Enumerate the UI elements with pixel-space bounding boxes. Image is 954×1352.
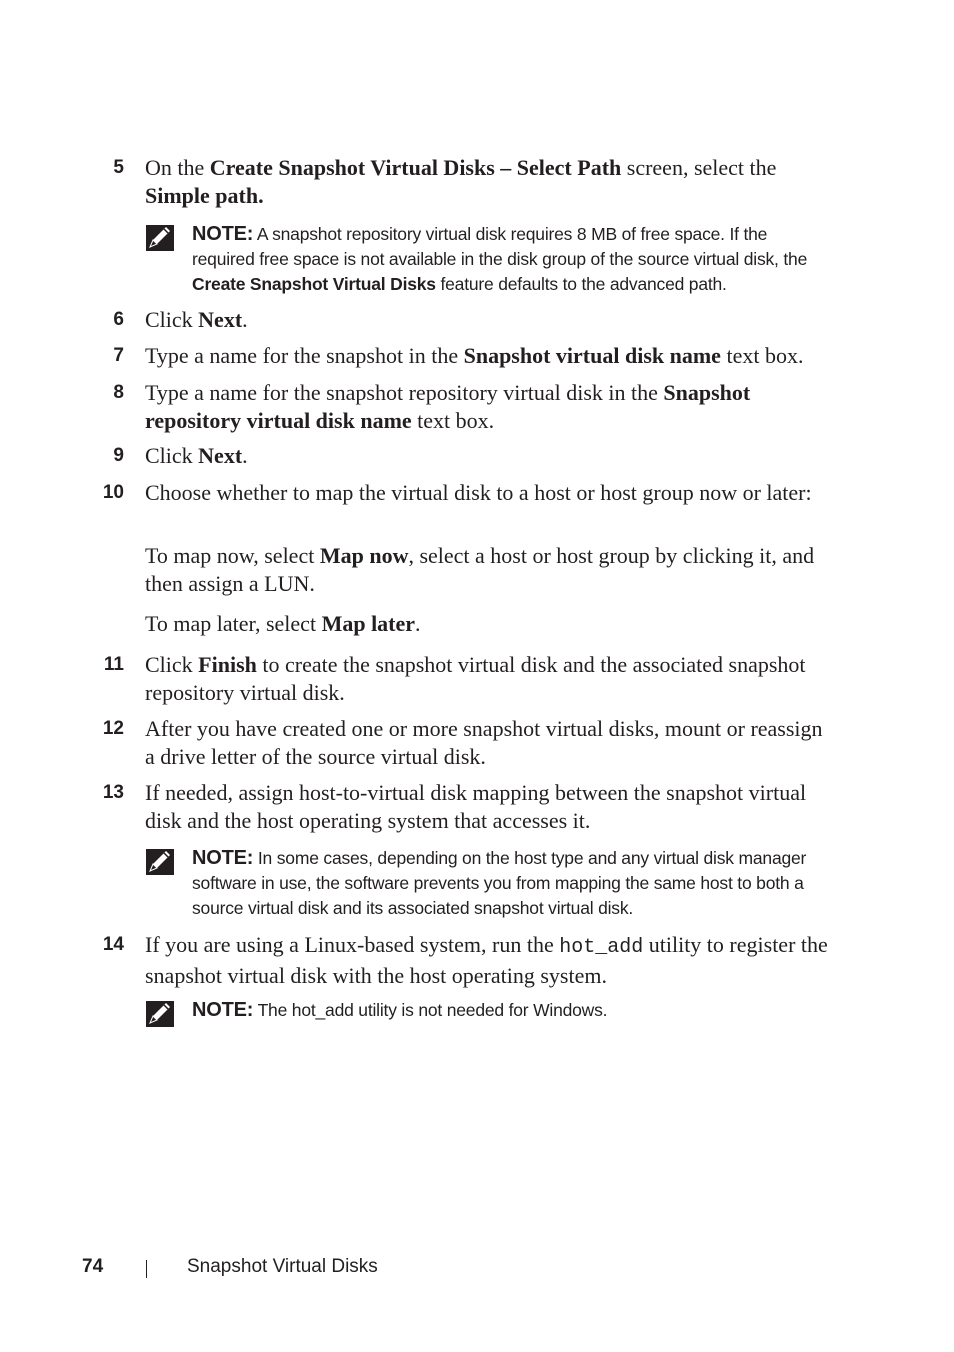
step-number: 11 — [103, 654, 124, 675]
map-later-instruction: To map later, select Map later. — [145, 611, 421, 636]
step-number: 7 — [113, 345, 124, 366]
note-pencil-icon — [145, 224, 175, 252]
step-text: Click Next. — [145, 307, 248, 332]
step-text: Click Next. — [145, 443, 248, 468]
step-number: 9 — [113, 445, 124, 466]
map-now-instruction: To map now, select Map now, select a host or host group by clicking it, and then assign a LUN. — [145, 543, 815, 596]
step-text: After you have created one or more snapshot virtual disks, mount or reassign a drive letter of the source virtual disk. — [145, 716, 823, 769]
step-number: 6 — [113, 309, 124, 330]
page-footer — [0, 1256, 954, 1284]
page-number: 74 — [82, 1256, 104, 1277]
note-text: NOTE: The hot_add utility is not needed for Windows. — [192, 999, 608, 1021]
step-number: 12 — [102, 718, 124, 739]
step-text: Type a name for the snapshot in the Snapshot virtual disk name text box. — [145, 343, 804, 368]
note-pencil-icon — [145, 1000, 175, 1028]
footer-divider — [146, 1260, 147, 1278]
step-number: 13 — [102, 782, 124, 803]
step-number: 14 — [102, 934, 124, 955]
step-text: Click Finish to create the snapshot virtual disk and the associated snapshot repository virtual disk. — [145, 652, 806, 705]
step-text: Type a name for the snapshot repository virtual disk in the Snapshot repository virtual disk name text box. — [145, 380, 751, 433]
step-number: 10 — [102, 482, 124, 503]
section-title: Snapshot Virtual Disks — [187, 1256, 378, 1277]
step-number: 5 — [113, 157, 124, 178]
note-pencil-icon — [145, 848, 175, 876]
step-text: Choose whether to map the virtual disk to a host or host group now or later: — [145, 480, 812, 505]
note-text: NOTE: In some cases, depending on the host type and any virtual disk manager software in use, the software prevents you from mapping the same host to both a source virtual disk and its associated snapshot virtual disk. — [192, 847, 807, 918]
note-text: NOTE: A snapshot repository virtual disk requires 8 MB of free space. If the required free space is not available in the disk group of the source virtual disk, the Create Snapshot Virtual Disks feature defaults to the advanced path. — [192, 223, 808, 294]
step-text: On the Create Snapshot Virtual Disks – Select Path screen, select the Simple path. — [145, 155, 777, 208]
step-text: If needed, assign host-to-virtual disk mapping between the snapshot virtual disk and the host operating system that accesses it. — [145, 780, 807, 833]
step-text: If you are using a Linux-based system, run the hot_add utility to register the snapshot virtual disk with the host operating system. — [145, 932, 828, 988]
step-number: 8 — [113, 382, 124, 403]
